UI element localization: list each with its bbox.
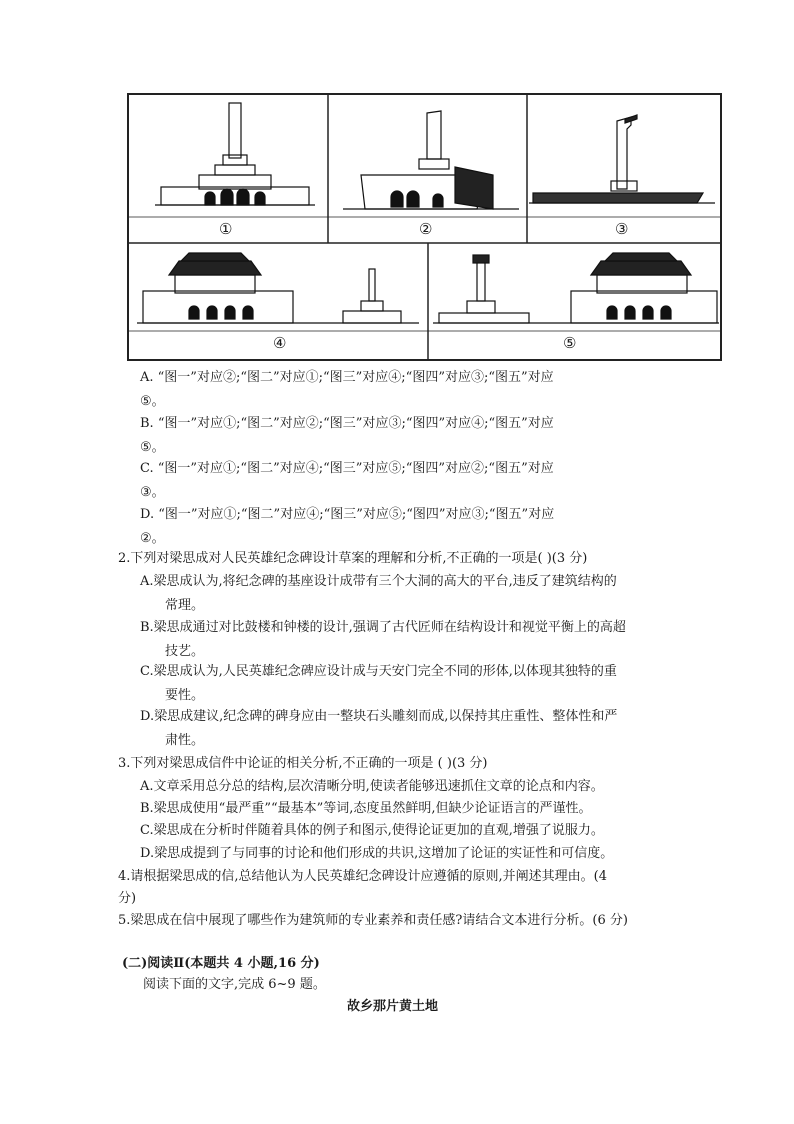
q4-text-cont: 分)	[118, 891, 137, 906]
option-text: C. “图一”对应①;“图二”对应④;“图三”对应⑤;“图四”对应②;“图五”对应	[140, 461, 554, 476]
q2-option-b: B.梁思成通过对比鼓楼和钟楼的设计,强调了古代匠师在结构设计和视觉平衡上的高超	[140, 620, 626, 635]
q2-option-c: C.梁思成认为,人民英雄纪念碑应设计成与天安门完全不同的形体,以体现其独特的重	[140, 664, 617, 679]
option-text-cont: ⑤。	[140, 440, 165, 455]
option-text-cont: ⑤。	[140, 394, 165, 409]
q2-option-a-cont: 常理。	[165, 598, 205, 613]
sketch-5	[433, 253, 719, 323]
q2-option-a: A.梁思成认为,将纪念碑的基座设计成带有三个大洞的高大的平台,违反了建筑结构的	[140, 574, 617, 589]
option-text: B. “图一”对应①;“图二”对应②;“图三”对应③;“图四”对应④;“图五”对应	[140, 416, 554, 431]
monument-design-figure	[127, 93, 722, 361]
q3-option-d: D.梁思成提到了与同事的讨论和他们形成的共识,这增加了论证的实证性和可信度。	[140, 846, 614, 861]
q2-stem: 2.下列对梁思成对人民英雄纪念碑设计草案的理解和分析,不正确的一项是( )(3 分)	[118, 551, 588, 566]
q3-option-a: A.文章采用总分总的结构,层次清晰分明,使读者能够迅速抓住文章的论点和内容。	[140, 779, 604, 794]
figure-label-5: ⑤	[563, 334, 577, 352]
figure-label-4: ④	[273, 334, 287, 352]
q2-option-d-cont: 肃性。	[165, 733, 205, 748]
option-text-cont: ③。	[140, 485, 165, 500]
figure-label-3: ③	[615, 220, 629, 238]
q2-option-d: D.梁思成建议,纪念碑的碑身应由一整块石头雕刻而成,以保持其庄重性、整体性和严	[140, 709, 618, 724]
option-text-cont: ②。	[140, 531, 165, 546]
q3-stem: 3.下列对梁思成信件中论证的相关分析,不正确的一项是 ( )(3 分)	[118, 756, 488, 771]
passage-title: 故乡那片黄土地	[347, 999, 439, 1014]
option-text: D. “图一”对应①;“图二”对应④;“图三”对应⑤;“图四”对应③;“图五”对应	[140, 507, 555, 522]
q3-option-c: C.梁思成在分析时伴随着具体的例子和图示,使得论证更加的直观,增强了说服力。	[140, 823, 604, 838]
q4-text: 4.请根据梁思成的信,总结他认为人民英雄纪念碑设计应遵循的原则,并阐述其理由。(4	[118, 869, 608, 884]
figure-label-2: ②	[419, 220, 433, 238]
q2-option-c-cont: 要性。	[165, 688, 205, 703]
q5-text: 5.梁思成在信中展现了哪些作为建筑师的专业素养和责任感?请结合文本进行分析。(6 分)	[118, 913, 628, 928]
q2-option-b-cont: 技艺。	[165, 644, 205, 659]
q3-option-b: B.梁思成使用“最严重”“最基本”等词,态度虽然鲜明,但缺少论证语言的严谨性。	[140, 801, 592, 816]
sketch-3	[529, 115, 715, 203]
section-heading: (二)阅读Ⅱ(本题共 4 小题,16 分)	[122, 956, 320, 971]
section-instruction: 阅读下面的文字,完成 6~9 题。	[143, 977, 326, 992]
sketch-1	[155, 103, 315, 205]
option-text: A. “图一”对应②;“图二”对应①;“图三”对应④;“图四”对应③;“图五”对应	[140, 370, 554, 385]
figure-label-1: ①	[219, 220, 233, 238]
sketch-4	[137, 253, 419, 323]
sketch-2	[343, 111, 519, 209]
